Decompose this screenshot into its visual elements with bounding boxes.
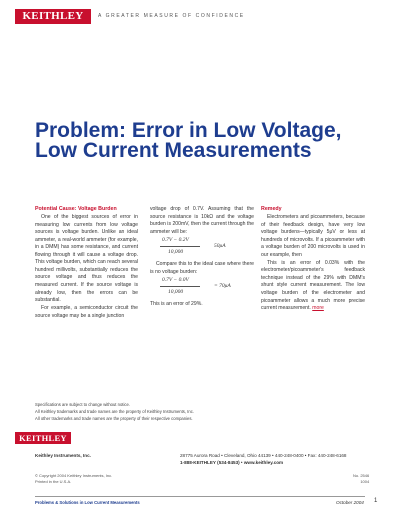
section-heading-remedy: Remedy <box>261 206 282 212</box>
document-code: 1004 <box>360 479 370 485</box>
equation-numerator: 0.7V − 0.0V <box>162 277 189 284</box>
company-name: Keithley Instruments, Inc. <box>35 453 91 458</box>
page-title: Problem: Error in Low Voltage, Low Current Measurements <box>35 119 342 162</box>
page-number: 1 <box>374 498 378 504</box>
keithley-logo: KEITHLEY <box>15 9 91 24</box>
equation-ideal <box>154 277 254 299</box>
publication-date: October 2004 <box>336 500 364 505</box>
footer-divider <box>35 496 365 497</box>
paragraph: One of the biggest sources of error in measuring low currents from low voltage sources is voltage burden. Unlike an ideal ammeter, a real-world ammeter (for example, in a DMM) has some resistance, and current flowing through it will cause a voltage drop. This voltage burden, which can reach several hundred millivolts, substantially reduces the source voltage and thus reduces the measured current. If the source voltage is already low, then the errors can be substantial. <box>35 214 138 304</box>
paragraph: Electrometers and picoammeters, because of their feedback design, have very low voltage burdens—typically 5μV or less at hundreds of microvolts. If a picoammeter with a voltage burden of 200 microvolts is used in our example, then <box>261 214 365 258</box>
paragraph-text: This is an error of 0.03% with the electrometer/picoammeter's feedback technique instead of the 29% with DMM's shunt style current measurement. The low voltage burden of the electrometer and picoammeter allows a much more precise current measurement. <box>261 259 365 312</box>
fraction-bar <box>160 286 200 287</box>
footnote: Specifications are subject to change without notice. <box>35 402 130 407</box>
paragraph: Compare this to the ideal case where there is no voltage burden: <box>150 261 254 275</box>
paragraph: For example, a semiconductor circuit the source voltage may be a single junction <box>35 305 138 319</box>
copyright: © Copyright 2004 Keithley Instruments, Inc. <box>35 473 113 478</box>
equation-numerator: 0.7V − 0.2V <box>162 237 189 244</box>
equation-with-burden <box>154 237 254 259</box>
tagline: A GREATER MEASURE OF CONFIDENCE <box>98 13 245 19</box>
address-line: 28775 Aurora Road • Cleveland, Ohio 44139 • 440-248-0400 • Fax: 440-248-6168 <box>180 453 347 458</box>
company-address <box>180 452 380 466</box>
column-left <box>35 206 138 321</box>
footnotes <box>35 402 365 422</box>
document-number: No. 2546 <box>353 473 370 478</box>
phone-web-line: 1-888-KEITHLEY (534-8453) • www.keithley.com <box>180 460 284 466</box>
printed-in: Printed in the U.S.A. <box>35 479 72 485</box>
equation-result: 50μA <box>214 243 226 250</box>
paragraph: This is an error of 29%. <box>150 301 203 308</box>
section-heading-cause: Potential Cause: Voltage Burden <box>35 206 117 212</box>
document-codes <box>353 473 369 485</box>
column-right <box>261 206 365 313</box>
column-middle <box>150 206 254 309</box>
fraction-bar <box>160 246 200 247</box>
keithley-logo-footer: KEITHLEY <box>15 432 71 444</box>
paragraph <box>261 260 365 313</box>
series-link[interactable]: Problems & Solutions in Low Current Measurements <box>35 500 140 505</box>
equation-denominator: 10,000 <box>168 289 184 296</box>
more-link[interactable]: more <box>312 305 324 312</box>
footnote: All Keithley trademarks and trade names are the property of Keithley Instruments, Inc. <box>35 408 194 414</box>
legal-notice <box>35 473 112 485</box>
equation-denominator: 10,000 <box>168 249 184 256</box>
equation-result: = 70μA <box>214 283 231 290</box>
footnote: All other trademarks and trade names are the property of their respective companies. <box>35 415 193 421</box>
paragraph: voltage drop of 0.7V. Assuming that the source resistance is 10kΩ and the voltage burden is 200mV, then the current through the ammeter will be: <box>150 206 254 235</box>
